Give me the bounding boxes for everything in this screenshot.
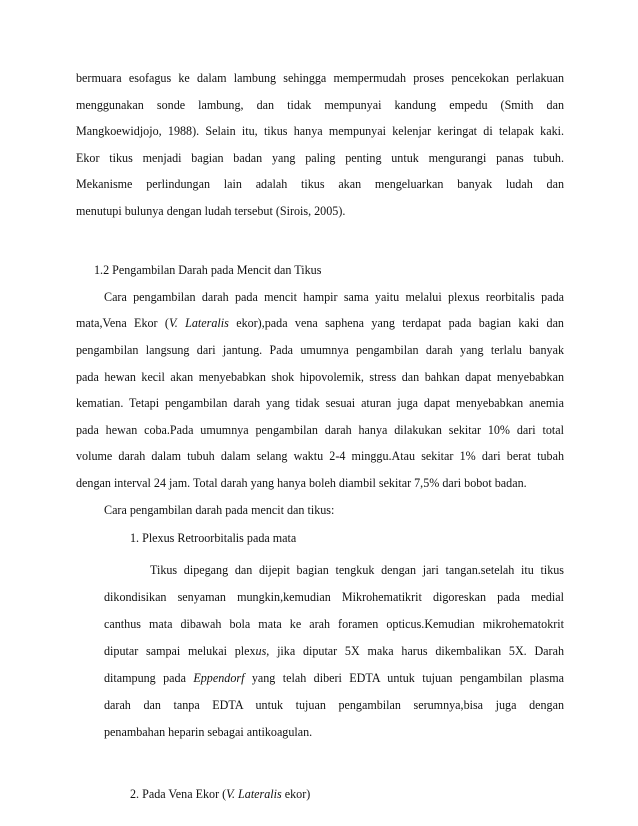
paragraph1-line2: menggunakan sonde lambung, dan tidak mempunyai kandung empedu (Smith dan [76, 98, 564, 112]
paragraph2-line7: volume darah dalam tubuh dalam selang waktu 2-4 minggu.Atau sekitar 1% dari berat tubah [76, 449, 564, 463]
paragraph1-line6: menutupi bulunya dengan ludah tersebut (Sirois, 2005). [76, 204, 346, 218]
item1-body-line3: canthus mata dibawah bola mata ke arah foramen opticus.Kemudian mikrohematokrit [104, 617, 564, 631]
paragraph2-line5: kematian. Tetapi pengambilan darah yang tidak sesuai aturan juga dapat menyebabkan anemia [76, 396, 564, 410]
paragraph2-line6: pada hewan coba.Pada umumnya pengambilan darah hanya dilakukan sekitar 10% dari total [76, 423, 564, 437]
paragraph1-line1: bermuara esofagus ke dalam lambung sehingga mempermudah proses pencekokan perlakuan [76, 71, 564, 85]
methods-intro: Cara pengambilan darah pada mencit dan tikus: [104, 503, 335, 517]
paragraph2-line2: mata,Vena Ekor (V. Lateralis ekor),pada vena saphena yang terdapat pada bagian kaki dan [76, 316, 564, 330]
paragraph2-line4: pada hewan kecil akan menyebabkan shok hipovolemik, stress dan bahkan dapat menyebabkan [76, 370, 564, 384]
item2-title: 2. Pada Vena Ekor (V. Lateralis ekor) [130, 787, 311, 801]
paragraph1-line5: Mekanisme perlindungan lain adalah tikus akan mengeluarkan banyak ludah dan [76, 177, 564, 191]
paragraph1-line3: Mangkoewidjojo, 1988). Selain itu, tikus hanya mempunyai kelenjar keringat di telapak kaki. [76, 124, 564, 138]
item1-body-line6: darah dan tanpa EDTA untuk tujuan pengambilan serumnya,bisa juga dengan [104, 698, 564, 712]
item1-body-line2: dikondisikan senyaman mungkin,kemudian Mikrohematikrit digoreskan pada medial [104, 590, 564, 604]
paragraph2-line8: dengan interval 24 jam. Total darah yang hanya boleh diambil sekitar 7,5% dari bobot badan. [76, 476, 527, 490]
paragraph2-line1: Cara pengambilan darah pada mencit hampir sama yaitu melalui plexus reorbitalis pada [104, 290, 564, 304]
item1-body-line4: diputar sampai melukai plexus, jika diputar 5X maka harus dikembalikan 5X. Darah [104, 644, 564, 658]
section-heading: 1.2 Pengambilan Darah pada Mencit dan Tikus [94, 263, 322, 277]
paragraph2-line3: pengambilan langsung dari jantung. Pada umumnya pengambilan darah yang terlalu banyak [76, 343, 564, 357]
paragraph1-line4: Ekor tikus menjadi bagian badan yang paling penting untuk mengurangi panas tubuh. [76, 151, 564, 165]
item1-title: 1. Plexus Retroorbitalis pada mata [130, 531, 297, 545]
item1-body-line7: penambahan heparin sebagai antikoagulan. [104, 725, 313, 739]
item1-body-line5: ditampung pada Eppendorf yang telah diberi EDTA untuk tujuan pengambilan plasma [104, 671, 564, 685]
item1-body-line1: Tikus dipegang dan dijepit bagian tengkuk dengan jari tangan.setelah itu tikus [150, 563, 564, 577]
